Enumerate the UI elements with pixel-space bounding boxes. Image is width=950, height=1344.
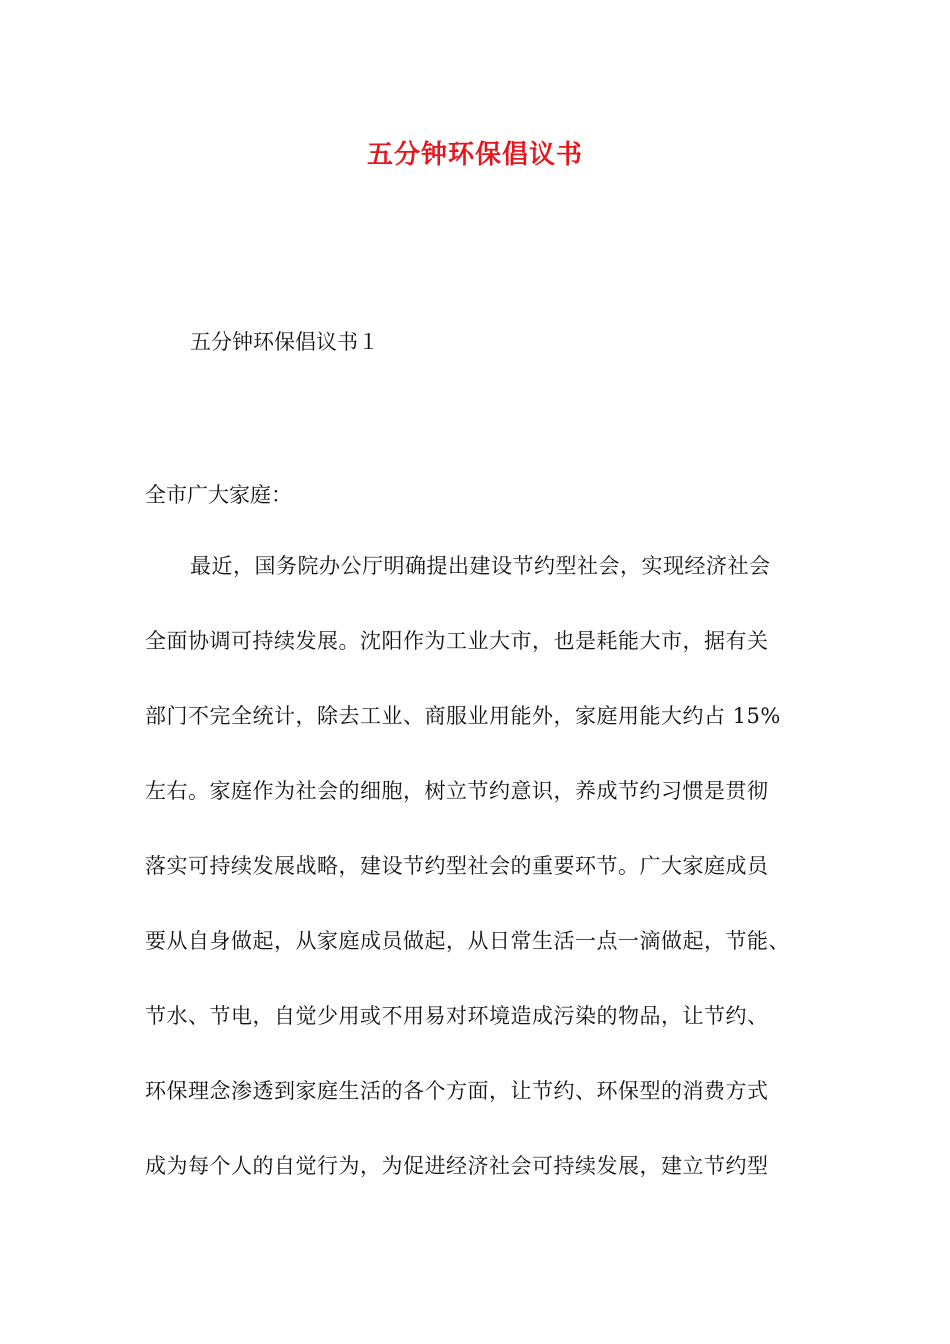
paragraph-line: 要从自身做起，从家庭成员做起，从日常生活一点一滴做起，节能、 <box>145 929 790 953</box>
paragraph-line: 最近，国务院办公厅明确提出建设节约型社会，实现经济社会 <box>190 554 771 578</box>
paragraph-line: 节水、节电，自觉少用或不用易对环境造成污染的物品，让节约、 <box>145 1004 769 1028</box>
paragraph-line: 部门不完全统计，除去工业、商服业用能外，家庭用能大约占 15% <box>145 704 781 728</box>
paragraph-line: 环保理念渗透到家庭生活的各个方面，让节约、环保型的消费方式 <box>145 1079 769 1103</box>
salutation: 全市广大家庭： <box>145 483 292 507</box>
paragraph-line: 全面协调可持续发展。沈阳作为工业大市，也是耗能大市，据有关 <box>145 629 769 653</box>
paragraph-line: 成为每个人的自觉行为，为促进经济社会可持续发展，建立节约型 <box>145 1154 769 1178</box>
paragraph-line: 左右。家庭作为社会的细胞，树立节约意识，养成节约习惯是贯彻 <box>145 779 769 803</box>
paragraph-line: 落实可持续发展战略，建设节约型社会的重要环节。广大家庭成员 <box>145 854 769 878</box>
document-title: 五分钟环保倡议书 <box>366 140 583 170</box>
section-heading: 五分钟环保倡议书１ <box>190 330 379 354</box>
